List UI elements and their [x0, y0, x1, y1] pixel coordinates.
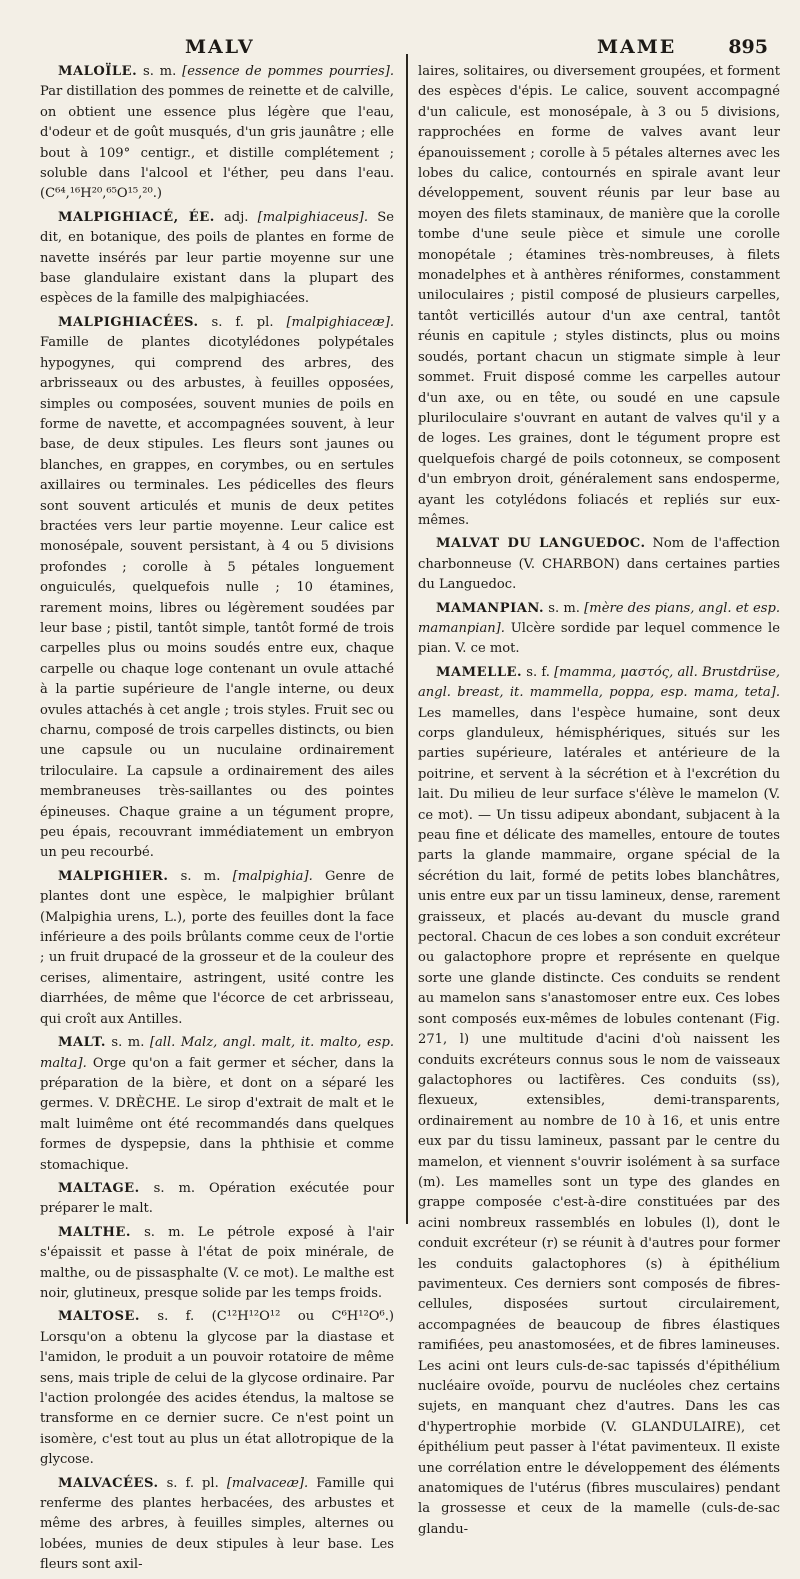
running-header — [40, 28, 782, 60]
entry — [40, 867, 394, 1030]
grammar: adj. — [214, 209, 258, 225]
entry — [40, 1307, 394, 1470]
entry — [40, 1474, 394, 1576]
headword: MALTOSE. — [58, 1309, 140, 1325]
definition: Nom de l'affection charbonneuse (V. CHARBON) dans certaines parties du Languedoc. — [418, 536, 780, 593]
definition: laires, solitaires, ou diversement groupées, et forment des espèces d'épis. Le calice, souvent accompagné d'un calicule, est monosépale, à 3 ou 5 divisions, rapprochées en forme de valves avant leur épanouissement ; corolle à 5 pétales alternes avec les lobes du calice, contournés en spirale avant leur développement, souvent réunis par leur base au moyen des filets staminaux, de manière que la corolle tombe d'une seule pièce et simule une corolle monopétale ; étamines très-nombreuses, à filets monadelphes et à anthères réniformes, constamment uniloculaires ; pistil composé de plusieurs carpelles, tantôt verticillés autour d'un axe central, tantôt réunis en capitule ; styles distincts, plus ou moins soudés, portant chacun un stigmate simple à leur sommet. Fruit disposé comme les carpelles autour d'un axe, ou en tête, ou soudé en une capsule pluriloculaire s'ouvrant en autant de valves qu'il y a de loges. Les graines, dont le tégument propre est quelquefois chargé de poils cotonneux, se composent d'un embryon droit, généralement sans endosperme, ayant les cotylédons foliacés et repliés sur eux-mêmes. — [418, 64, 780, 528]
headword: MALVACÉES. — [58, 1475, 159, 1491]
left-column — [40, 62, 394, 1579]
definition: Orge qu'on a fait germer et sécher, dans la préparation de la bière, et dont on a séparé les germes. V. DRÈCHE. Le sirop d'extrait de malt et le malt luimême ont été recommandés dans quelques formes de dyspepsie, dans la phthisie et comme stomachique. — [40, 1055, 394, 1173]
definition: Le pétrole exposé à l'air s'épaissit et passe à l'état de poix minérale, de malthe, ou de pissasphalte (V. ce mot). Le malthe est noir, glutineux, presque solide par les temps froids. — [40, 1224, 394, 1301]
etymology: [all. Malz, angl. malt, it. malto, esp. malta]. — [40, 1035, 394, 1071]
entry — [40, 1033, 394, 1176]
definition: Les mamelles, dans l'espèce humaine, sont deux corps glanduleux, hémisphériques, situés sur les parties supérieure, latérales et antérieure de la poitrine, et servent à la sécrétion et à l'excrétion du lait. Du milieu de leur surface s'élève le mamelon (V. ce mot). — Un tissu adipeux abondant, subjacent à la peau fine et délicate des mamelles, entoure de toutes parts la glande mammaire, organe spécial de la sécrétion du lait, formé de petits lobes blanchâtres, unis entre eux par un tissu lamineux, dense, rarement graisseux, et placés au-devant du muscle grand pectoral. Chacun de ces lobes a son conduit excréteur ou galactophore propre et représente en quelque sorte une glande distincte. Ces conduits se rendent au mamelon sans s'anastomoser entre eux. Ces lobes sont composés eux-mêmes de lobules contenant (Fig. 271, l) une multitude d'acini d'où naissent les conduits excréteurs connus sous le nom de vaisseaux galactophores ou lactifères. Ces conduits (ss), flexueux, extensibles, demi-transparents, ordinairement au nombre de 10 à 16, et unis entre eux par du tissu lamineux, passant par le centre du mamelon, et viennent s'ouvrir isolément à sa surface (m). Les mamelles sont un type des glandes en grappe composée c'est-à-dire constituées par des acini nombreux rassemblés en lobules (l), dont le conduit excréteur (r) se réunit à d'autres pour former les conduits galactophores (s) à épithélium pavimenteux. Ces derniers sont composés de fibres-cellules, disposées surtout circulairement, accompagnées de beaucoup de fibres élastiques ramifiées, peu anastomosées, et de fibres lamineuses. Les acini ont leurs culs-de-sac tapissés d'épithélium nucléaire ovoïde, pourvu de nucléoles chez certains sujets, en manquant chez d'autres. Dans les cas d'hypertrophie morbide (V. GLANDULAIRE), cet épithélium peut passer à l'état pavimenteux. Il existe une corrélation entre le développement des éléments anatomiques de l'utérus (fibres musculaires) pendant la grossesse et ceux de la mamelle (culs-de-sac glandu- — [418, 705, 780, 1537]
definition: Famille qui renferme des plantes herbacées, des arbustes et même des arbres, à feuilles simples, alternes ou lobées, munies de deux stipules à leur base. Les fleurs sont axil- — [40, 1475, 394, 1573]
entry — [40, 62, 394, 205]
grammar: s. m. — [139, 1180, 210, 1196]
right-column — [418, 62, 780, 1543]
grammar: s. f. — [522, 664, 555, 680]
definition: Ulcère sordide par lequel commence le pian. V. ce mot. — [418, 620, 780, 657]
page-number: 895 — [728, 36, 768, 58]
entry — [40, 313, 394, 864]
grammar: s. f. pl. — [158, 1475, 227, 1491]
definition: Famille de plantes dicotylédones polypétales hypogynes, qui comprend des arbres, des arbrisseaux ou des arbustes, à feuilles opposées, simples ou composées, souvent munies de poils en forme de navette, et accompagnées souvent, à leur base, de deux stipules. Les fleurs sont jaunes ou blanches, en grappes, en corymbes, ou en sertules axillaires ou terminales. Les pédicelles des fleurs sont souvent articulés et munis de deux petites bractées vers leur partie moyenne. Leur calice est monosépale, souvent persistant, à 4 ou 5 divisions profondes ; corolle à 5 pétales longuement onguiculés, quelquefois nulle ; 10 étamines, rarement moins, libres ou légèrement soudées par leur base ; pistil, tantôt simple, tantôt formé de trois carpelles plus ou moins soudés entre eux, chaque carpelle ou chaque loge contenant un ovule attaché à la partie supérieure de l'angle interne, ou deux ovules attachés à cet angle ; trois styles. Fruit sec ou charnu, composé de trois carpelles distincts, ou bien une capsule ou un nuculaine ordinairement triloculaire. La capsule a ordinairement des ailes membraneuses très-saillantes ou des pointes épineuses. Chaque graine a un tégument propre, peu épais, recouvrant immédiatement un embryon un peu recourbé. — [40, 335, 394, 861]
etymology: [malpighia]. — [232, 868, 313, 884]
headword: MALT. — [58, 1035, 106, 1051]
headword: MALTAGE. — [58, 1180, 140, 1196]
definition: Se dit, en botanique, des poils de plantes en forme de navette insérés par leur partie moyenne sur une base glandulaire existant dans la plupart des espèces de la famille des malpighiacées. — [40, 209, 394, 307]
entry — [418, 534, 780, 595]
etymology: [mère des pians, angl. et esp. mamanpian]. — [418, 600, 780, 636]
grammar: s. m. — [168, 868, 233, 884]
etymology: [essence de pommes pourries]. — [182, 64, 395, 79]
headword: MALVAT DU LANGUEDOC. — [436, 536, 646, 552]
grammar: s. f. — [139, 1309, 212, 1325]
headword: MAMANPIAN. — [436, 600, 545, 616]
grammar: s. m. — [130, 1224, 198, 1240]
headword: MALTHE. — [58, 1224, 131, 1240]
definition: Opération exécutée pour préparer le malt. — [40, 1180, 394, 1217]
headword: MAMELLE. — [436, 664, 523, 680]
entry-continuation — [418, 62, 780, 531]
header-left-guide-word: MALV — [185, 36, 255, 58]
etymology: [mamma, μαστός, all. Brustdrüse, angl. breast, it. mammella, poppa, esp. mama, teta]. — [418, 664, 780, 701]
etymology: [malvaceæ]. — [226, 1475, 309, 1491]
grammar: s. m. — [137, 64, 183, 79]
grammar: s. f. pl. — [198, 314, 287, 330]
entry — [418, 599, 780, 660]
grammar: s. m. — [544, 600, 585, 616]
definition: (C¹²H¹²O¹² ou C⁶H¹²O⁶.) Lorsqu'on a obtenu la glycose par la diastase et l'amidon, le produit a un pouvoir rotatoire de même sens, mais triple de celui de la glycose ordinaire. Par l'action prolongée des acides étendus, la maltose se transforme en ce dernier sucre. Ce n'est point un isomère, c'est tout au plus un état allotropique de la glycose. — [40, 1309, 394, 1468]
etymology: [malpighiaceæ]. — [286, 314, 394, 330]
text-columns — [40, 62, 782, 1573]
headword: MALPIGHIER. — [58, 868, 169, 884]
etymology: [malpighiaceus]. — [257, 209, 369, 225]
column-divider — [406, 54, 408, 1224]
headword: MALPIGHIACÉES. — [58, 314, 199, 330]
entry — [418, 663, 780, 1540]
entry — [40, 208, 394, 310]
headword: MALPIGHIACÉ, ÉE. — [58, 209, 215, 225]
header-right-guide-word: MAME — [597, 36, 677, 58]
definition: Genre de plantes dont une espèce, le malpighier brûlant (Malpighia urens, L.), porte des feuilles dont la face inférieure a des poils brûlants comme ceux de l'ortie ; un fruit drupacé de la grosseur et de la couleur des cerises, alimentaire, astringent, usité contre les diarrhées, de même que l'écorce de cet arbrisseau, qui croît aux Antilles. — [40, 868, 395, 1027]
definition: Par distillation des pommes de reinette et de calville, on obtient une essence plus légère que l'eau, d'odeur et de goût musqués, d'un gris jaunâtre ; elle bout à 109° centigr., et distille complétement ; soluble dans l'alcool et l'éther, peu dans l'eau. (C⁶⁴,¹⁶H²⁰,⁶⁵O¹⁵,²⁰.) — [40, 84, 394, 202]
headword: MALOÏLE. — [58, 64, 138, 79]
entry — [40, 1179, 394, 1220]
entry — [40, 1223, 394, 1305]
grammar: s. m. — [105, 1035, 150, 1051]
